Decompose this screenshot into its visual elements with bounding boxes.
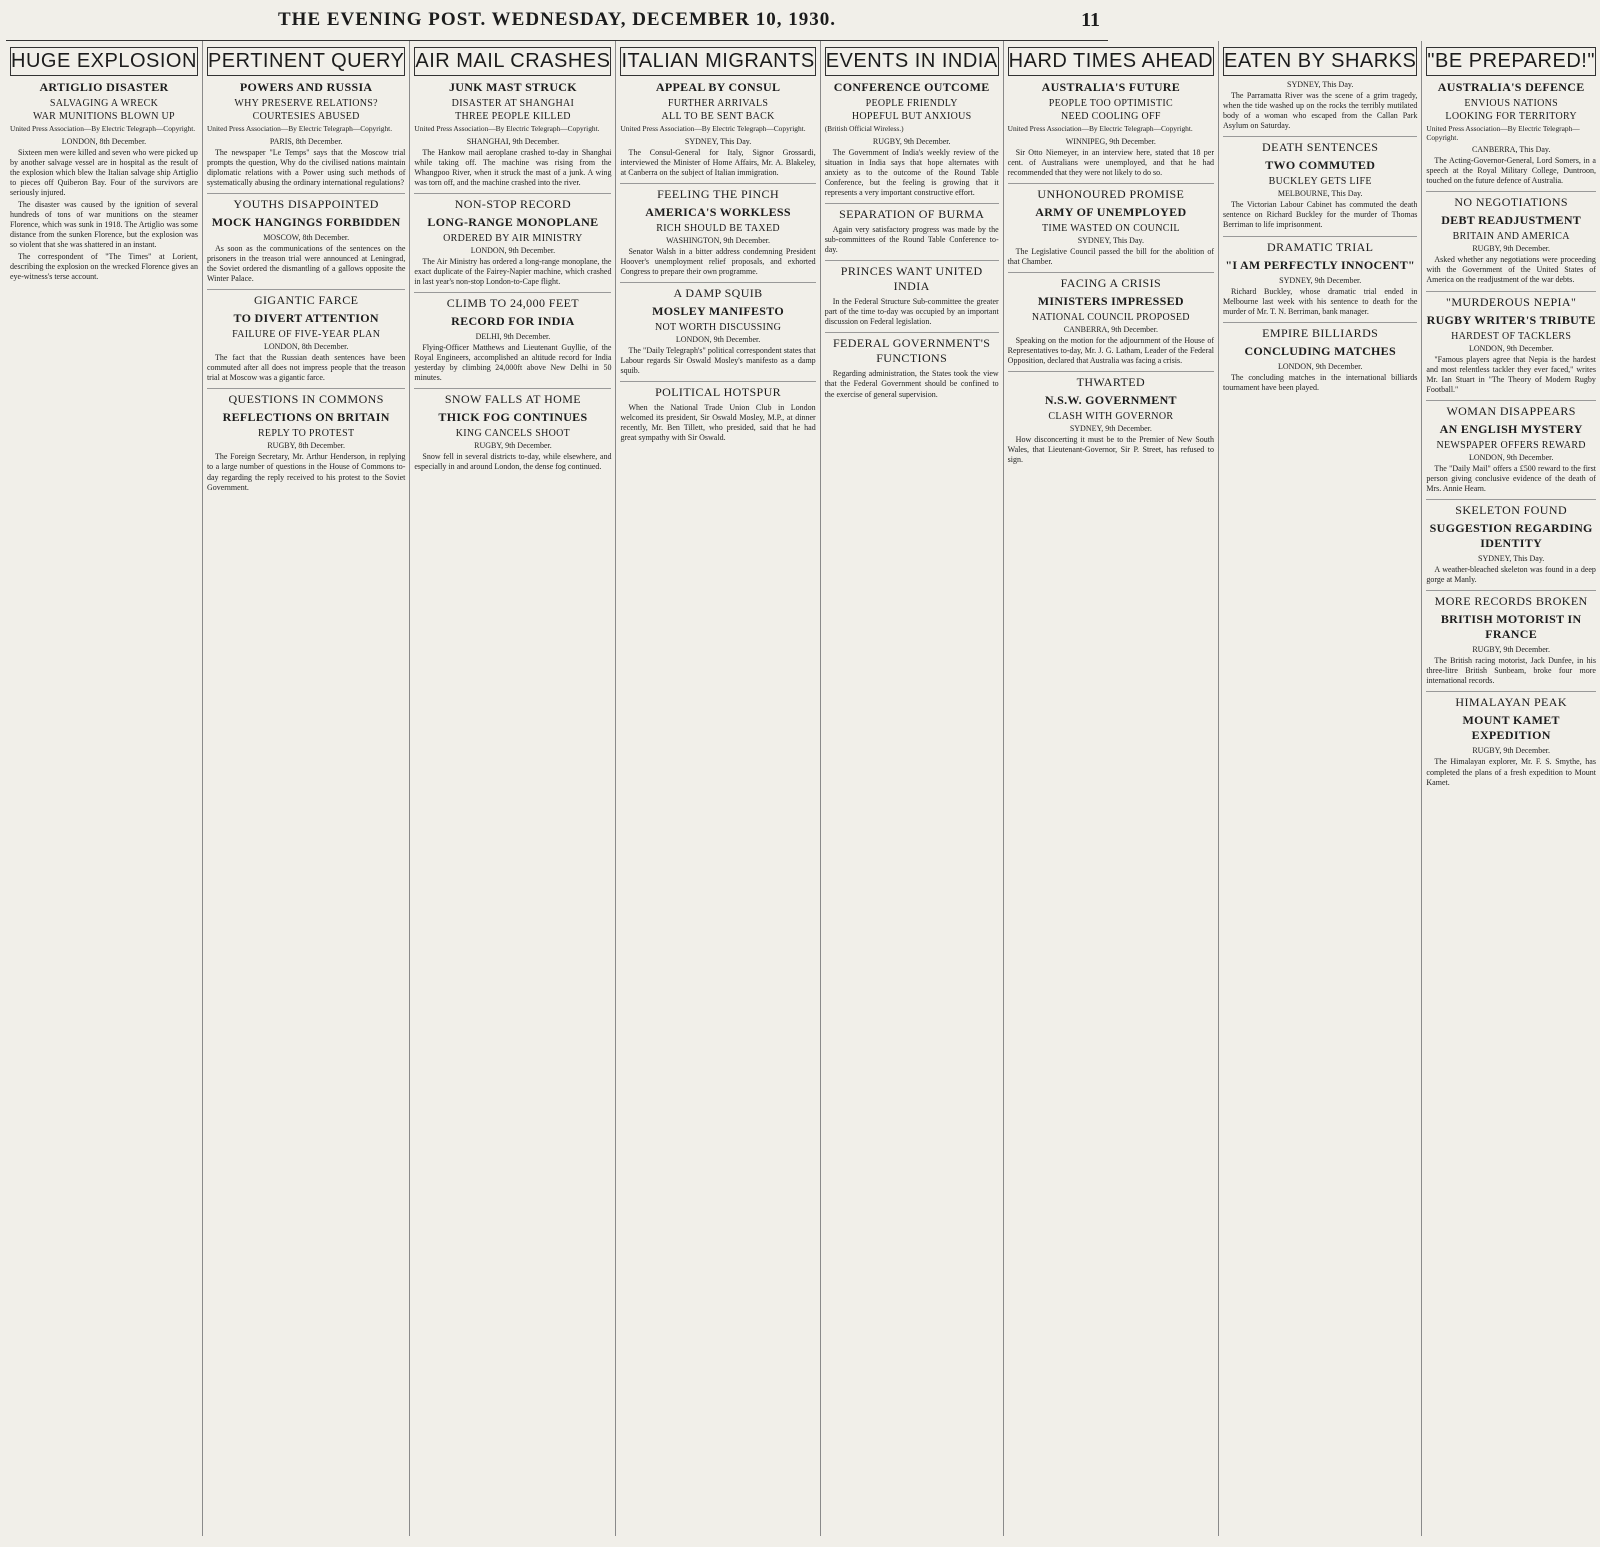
article-subhead: ENVIOUS NATIONS <box>1464 98 1558 109</box>
article-headline: AIR MAIL CRASHES <box>414 47 611 76</box>
article-subhead: "I AM PERFECTLY INNOCENT" <box>1225 257 1416 272</box>
article-credit: United Press Association—By Electric Telegraph—Copyright. <box>1007 124 1193 133</box>
article-headline: POLITICAL HOTSPUR <box>620 381 815 400</box>
article <box>1426 47 1596 186</box>
article-subhead: NATIONAL COUNCIL PROPOSED <box>1031 311 1190 323</box>
article-paragraph: Senator Walsh in a bitter address condemning President Hoover's unemployment relief proposals, and exhorted Congress to prepare their own programme. <box>620 246 816 276</box>
article-paragraph: As soon as the communications of the sentences on the prisoners in the treason trial were announced at Leningrad, the Soviet ordered the dismantling of a gallows opposite the Winter Palace. <box>206 243 406 284</box>
article-subhead: CLASH WITH GOVERNOR <box>1048 411 1174 423</box>
article-subhead: JUNK MAST STRUCK <box>448 80 577 94</box>
article-subhead: THICK FOG CONTINUES <box>438 410 588 425</box>
article-body <box>1426 156 1596 186</box>
article <box>825 203 999 255</box>
article-paragraph: The Victorian Labour Cabinet has commuted the death sentence on Richard Buckley for the murder of Thomas Berriman to life imprisonment. <box>1223 200 1418 230</box>
article-headline: NO NEGOTIATIONS <box>1426 191 1596 210</box>
article-headline: EATEN BY SHARKS <box>1223 47 1417 76</box>
article-headline: HUGE EXPLOSION <box>10 47 198 76</box>
article-dateline: DELHI, 9th December. <box>475 332 551 342</box>
article-subhead: HOPEFUL BUT ANXIOUS <box>851 111 972 122</box>
article-paragraph: The Government of India's weekly review of the situation in India says that hope alternates with anxiety as to the outcome of the Round Table Conference, but the feeling is growing that it represents a very important constructive effort. <box>824 147 999 197</box>
article-headline: HIMALAYAN PEAK <box>1426 691 1596 710</box>
article-dateline: WASHINGTON, 9th December. <box>666 235 770 245</box>
article-body <box>1426 656 1596 686</box>
article-subhead: KING CANCELS SHOOT <box>455 428 571 440</box>
article-paragraph: The disaster was caused by the ignition of several hundreds of tons of war munitions on the steamer Florence, which was sunk in 1918. The Artiglio was some distance from the sunken Florence, but the explosion was so violent that she was shattered in an instant. <box>10 199 198 250</box>
article-dateline: RUGBY, 9th December. <box>872 136 951 146</box>
article-headline: WOMAN DISAPPEARS <box>1426 400 1596 419</box>
article <box>825 332 999 399</box>
article-body <box>620 247 815 277</box>
article <box>825 47 999 198</box>
article-credit: United Press Association—By Electric Telegraph—Copyright. <box>10 124 196 133</box>
article-body <box>1223 373 1417 393</box>
article-paragraph: The "Daily Mail" offers a £500 reward to the first person giving conclusive evidence of the death of Mrs. Annie Hearn. <box>1426 463 1596 493</box>
article <box>1426 499 1596 585</box>
article-subhead: MINISTERS IMPRESSED <box>1037 293 1184 308</box>
article-body <box>1223 91 1417 131</box>
article-paragraph: The British racing motorist, Jack Dunfee, in his three-litre British Sunbeam, broke four more international records. <box>1426 656 1596 686</box>
article-body <box>1008 435 1214 465</box>
article-subhead: APPEAL BY CONSUL <box>655 80 781 94</box>
article-dateline: SYDNEY, 9th December. <box>1069 424 1152 434</box>
column-1 <box>6 41 203 1536</box>
article <box>1008 47 1214 178</box>
article-dateline: LONDON, 9th December. <box>470 245 556 255</box>
article-subhead: BRITAIN AND AMERICA <box>1452 231 1570 243</box>
article-body <box>620 148 815 178</box>
article-dateline: LONDON, 9th December. <box>1277 361 1363 371</box>
article <box>207 47 405 188</box>
article-subhead: ALL TO BE SENT BACK <box>661 111 775 122</box>
article-paragraph: When the National Trade Union Club in London welcomed its president, Sir Oswald Mosley, M.P., at dinner recently, Mr. Ben Tillett, who presided, said that he had great sympathy with Sir Oswald. <box>620 403 816 443</box>
article-dateline: RUGBY, 9th December. <box>474 441 552 451</box>
article <box>207 289 405 383</box>
article-subhead: WHY PRESERVE RELATIONS? <box>234 98 378 109</box>
article-dateline: RUGBY, 8th December. <box>267 441 345 451</box>
article-subhead: RUGBY WRITER'S TRIBUTE <box>1426 312 1596 327</box>
article-dateline: WINNIPEG, 9th December. <box>1065 136 1156 146</box>
article-subhead: THREE PEOPLE KILLED <box>455 111 571 122</box>
article-body <box>825 148 999 198</box>
article-headline: SNOW FALLS AT HOME <box>414 388 611 407</box>
article-subhead: REPLY TO PROTEST <box>257 428 355 440</box>
column-3 <box>410 41 616 1536</box>
article <box>1223 236 1417 317</box>
article-dateline: SYDNEY, This Day. <box>684 136 752 146</box>
article-paragraph: Flying-Officer Matthews and Lieutenant Guyllie, of the Royal Engineers, accomplished an altitude record for India yesterday by climbing 24,000ft above New Delhi in 50 minutes. <box>414 343 612 383</box>
page-number: 11 <box>1081 8 1100 31</box>
article-dateline: LONDON, 9th December. <box>1468 452 1554 462</box>
article-subhead: TIME WASTED ON COUNCIL <box>1041 222 1180 234</box>
article <box>1223 136 1417 230</box>
article-body <box>414 343 611 383</box>
article-subhead: ORDERED BY AIR MINISTRY <box>443 232 583 244</box>
article-subhead: BRITISH MOTORIST IN FRANCE <box>1440 612 1582 642</box>
article-headline: NON-STOP RECORD <box>414 193 611 212</box>
article-body <box>1426 464 1596 494</box>
article-headline: SEPARATION OF BURMA <box>825 203 999 222</box>
article-body <box>207 244 405 284</box>
article-subhead: RICH SHOULD BE TAXED <box>656 222 780 234</box>
article-headline: CLIMB TO 24,000 FEET <box>414 292 611 311</box>
article-dateline: LONDON, 9th December. <box>675 334 761 344</box>
article-subhead: MOCK HANGINGS FORBIDDEN <box>211 214 401 229</box>
article-paragraph: The Acting-Governor-General, Lord Somers, in a speech at the Royal Military College, Duntroon, touched on the future defence of Australia. <box>1426 156 1596 186</box>
article-body <box>1426 757 1596 787</box>
article-headline: THWARTED <box>1008 371 1214 390</box>
article <box>1008 183 1214 267</box>
article-body <box>10 148 198 283</box>
article-paragraph: Richard Buckley, whose dramatic trial ended in Melbourne last week with his sentence to death for the murder of Mr. T. N. Berriman, bank manager. <box>1223 286 1418 316</box>
article-subhead: AUSTRALIA'S DEFENCE <box>1437 80 1585 94</box>
article-body <box>825 225 999 255</box>
article-body <box>1426 565 1596 585</box>
article-subhead: LONG-RANGE MONOPLANE <box>427 214 599 229</box>
article-paragraph: The Legislative Council passed the bill for the abolition of that Chamber. <box>1007 246 1215 266</box>
article-body <box>1426 355 1596 395</box>
article-body <box>1223 200 1417 230</box>
article-headline: DEATH SENTENCES <box>1223 136 1417 155</box>
article-subhead: SUGGESTION REGARDING IDENTITY <box>1429 521 1593 551</box>
article-subhead: FURTHER ARRIVALS <box>667 98 769 109</box>
article-body <box>207 353 405 383</box>
article-body <box>1008 247 1214 267</box>
article-body <box>414 257 611 287</box>
article-subhead: RECORD FOR INDIA <box>451 314 575 329</box>
article-dateline: RUGBY, 9th December. <box>1472 645 1550 655</box>
article-subhead: SALVAGING A WRECK <box>49 98 159 109</box>
article-subhead: DISASTER AT SHANGHAI <box>451 98 575 109</box>
article-subhead: LOOKING FOR TERRITORY <box>1445 111 1577 122</box>
article-paragraph: The correspondent of "The Times" at Lorient, describing the explosion on the wrecked Florence gives an eye-witness's terse account. <box>10 252 198 282</box>
article-subhead: CONCLUDING MATCHES <box>1244 343 1396 358</box>
article-credit: (British Official Wireless.) <box>824 124 904 133</box>
article-subhead: CONFERENCE OUTCOME <box>833 80 990 94</box>
article <box>1223 47 1417 131</box>
article-dateline: CANBERRA, 9th December. <box>1063 324 1158 334</box>
article-subhead: AMERICA'S WORKLESS <box>645 204 791 219</box>
article-dateline: LONDON, 8th December. <box>61 136 147 146</box>
article <box>414 292 611 383</box>
article-paragraph: The Hankow mail aeroplane crashed to-day in Shanghai while taking off. The machine was rising from the Whangpoo River, when it struck the mast of a junk. A wing was torn off, and the machine crashed into the river. <box>414 147 612 187</box>
article-dateline: RUGBY, 9th December. <box>1472 746 1550 756</box>
article-body <box>1008 148 1214 178</box>
article-paragraph: In the Federal Structure Sub-committee the greater part of the time to-day was occupied by an important discussion on Federal legislation. <box>824 297 999 327</box>
article <box>620 381 815 443</box>
article-body <box>1223 287 1417 317</box>
article-body <box>620 403 815 443</box>
article-dateline: LONDON, 8th December. <box>263 342 349 352</box>
article-paragraph: Speaking on the motion for the adjournment of the House of Representatives to-day, Mr. J. G. Latham, Leader of the Federal Opposition, declared that Australia was facing a crisis. <box>1007 335 1215 366</box>
article-subhead: WAR MUNITIONS BLOWN UP <box>33 111 175 122</box>
article-body <box>414 148 611 188</box>
article-dateline: CANBERRA, This Day. <box>1471 145 1551 155</box>
article-paragraph: Again very satisfactory progress was made by the sub-committees of the Round Table Conference to-day. <box>824 224 999 255</box>
article-headline: PERTINENT QUERY <box>207 47 405 76</box>
article-subhead: AN ENGLISH MYSTERY <box>1439 421 1583 436</box>
article-paragraph: Asked whether any negotiations were proceeding with the Government of the United States of America on the readjustment of the war debts. <box>1426 255 1596 285</box>
article-paragraph: The Parramatta River was the scene of a grim tragedy, when the tide washed up on the rocks the terribly mutilated body of a woman who escaped from the Callan Park Asylum on Saturday. <box>1223 91 1418 131</box>
article <box>1008 371 1214 465</box>
article-headline: QUESTIONS IN COMMONS <box>207 388 405 407</box>
article-subhead: NEWSPAPER OFFERS REWARD <box>1436 439 1586 451</box>
article-paragraph: The concluding matches in the international billiards tournament have been played. <box>1223 372 1418 392</box>
article-body <box>414 452 611 472</box>
masthead-title: THE EVENING POST. WEDNESDAY, DECEMBER 10, 1930. <box>278 9 836 30</box>
article-subhead: HARDEST OF TACKLERS <box>1451 330 1572 342</box>
article <box>207 388 405 492</box>
article-paragraph: Regarding administration, the States took the view that the Federal Government should be confined to the exercise of general supervision. <box>824 369 999 399</box>
article-body <box>207 452 405 492</box>
article <box>414 193 611 287</box>
article <box>1008 272 1214 366</box>
article-subhead: TO DIVERT ATTENTION <box>233 311 379 326</box>
article-dateline: SYDNEY, This Day. <box>1287 80 1354 89</box>
article-headline: FACING A CRISIS <box>1008 272 1214 291</box>
article-paragraph: Snow fell in several districts to-day, while elsewhere, and especially in and around London, the dense fog continued. <box>414 452 612 472</box>
article-paragraph: A weather-bleached skeleton was found in a deep gorge at Manly. <box>1426 565 1596 585</box>
article-headline: EVENTS IN INDIA <box>825 47 999 76</box>
article-subhead: COURTESIES ABUSED <box>252 111 360 122</box>
article-body <box>825 369 999 399</box>
article-subhead: MOUNT KAMET EXPEDITION <box>1462 713 1560 743</box>
article-paragraph: The Foreign Secretary, Mr. Arthur Henderson, in replying to a large number of questions in the House of Commons to-day regarding the reply received to his protest to the Soviet Government. <box>206 452 406 492</box>
article-paragraph: The Consul-General for Italy, Signor Grossardi, interviewed the Minister of Home Affairs, Mr. A. Blakeley, at Canberra on the subject of Italian immigration. <box>620 147 816 177</box>
article <box>1426 191 1596 285</box>
article-headline: MORE RECORDS BROKEN <box>1426 590 1596 609</box>
article-subhead: NOT WORTH DISCUSSING <box>655 321 782 333</box>
article-body <box>620 346 815 376</box>
article-paragraph: The "Daily Telegraph's" political correspondent states that Labour regards Sir Oswald Mosley's manifesto as a damp squib. <box>620 345 816 376</box>
article-credit: United Press Association—By Electric Telegraph—Copyright. <box>620 124 806 133</box>
article-subhead: POWERS AND RUSSIA <box>239 80 373 94</box>
article-paragraph: "Famous players agree that Nepia is the hardest and most relentless tackler they ever faced," writes Mr. Ian Stuart in "The Theory of Modern Rugby Football." <box>1426 354 1596 394</box>
article <box>10 47 198 283</box>
article-dateline: LONDON, 9th December. <box>1468 343 1554 353</box>
article <box>414 47 611 188</box>
article-headline: FEELING THE PINCH <box>620 183 815 202</box>
article-credit: United Press Association—By Electric Telegraph—Copyright. <box>206 124 393 133</box>
article-subhead: FAILURE OF FIVE-YEAR PLAN <box>232 329 381 341</box>
article-headline: SKELETON FOUND <box>1426 499 1596 518</box>
article-credit: United Press Association—By Electric Telegraph—Copyright. <box>414 124 600 133</box>
article <box>207 193 405 284</box>
column-7 <box>1219 41 1422 1536</box>
article-headline: EMPIRE BILLIARDS <box>1223 322 1417 341</box>
article-dateline: SYDNEY, This Day. <box>1478 554 1545 564</box>
article-paragraph: The newspaper "Le Temps" says that the Moscow trial prompts the question, Why do the civilised nations maintain diplomatic relations with a Power using such methods of systematically abusing the ordinary international regulations? <box>206 147 406 187</box>
columns <box>6 41 1596 1536</box>
article <box>1426 291 1596 395</box>
article-headline: GIGANTIC FARCE <box>207 289 405 308</box>
article-headline: DRAMATIC TRIAL <box>1223 236 1417 255</box>
article-subhead: MOSLEY MANIFESTO <box>652 303 784 318</box>
article-headline: PRINCES WANT UNITED INDIA <box>825 260 999 294</box>
article-dateline: SYDNEY, This Day. <box>1077 235 1144 245</box>
article-subhead: ARTIGLIO DISASTER <box>39 80 169 94</box>
article-body <box>1008 336 1214 366</box>
article-dateline: SYDNEY, 9th December. <box>1279 275 1362 285</box>
article-subhead: BUCKLEY GETS LIFE <box>1268 176 1372 188</box>
article-subhead: ARMY OF UNEMPLOYED <box>1035 204 1187 219</box>
article-paragraph: The fact that the Russian death sentences have been commuted after all does not impress people that the treason trial at Moscow was a gigantic farce. <box>206 353 406 383</box>
article-subhead: N.S.W. GOVERNMENT <box>1044 393 1177 408</box>
article-body <box>1426 255 1596 285</box>
article-headline: FEDERAL GOVERNMENT'S FUNCTIONS <box>825 332 999 366</box>
article-body <box>207 148 405 188</box>
article-subhead: REFLECTIONS ON BRITAIN <box>222 410 390 425</box>
article-paragraph: How disconcerting it must be to the Premier of New South Wales, that Lieutenant-Governor, Sir P. Street, has refused to sign. <box>1007 435 1215 465</box>
article-headline: "BE PREPARED!" <box>1426 47 1596 76</box>
article <box>1223 322 1417 393</box>
masthead <box>6 0 1108 41</box>
article-headline: ITALIAN MIGRANTS <box>620 47 815 76</box>
article-subhead: AUSTRALIA'S FUTURE <box>1041 80 1181 94</box>
article-headline: A DAMP SQUIB <box>620 282 815 301</box>
column-6 <box>1004 41 1219 1536</box>
article <box>1426 590 1596 686</box>
article <box>1426 400 1596 494</box>
article-subhead: DEBT READJUSTMENT <box>1441 213 1582 228</box>
article-paragraph: The Air Ministry has ordered a long-range monoplane, the exact duplicate of the Fairey-Napier machine, which crashed in last year's non-stop London-to-Cape flight. <box>414 256 612 286</box>
article-headline: "MURDEROUS NEPIA" <box>1426 291 1596 310</box>
column-5 <box>821 41 1004 1536</box>
article-subhead: PEOPLE FRIENDLY <box>865 98 958 109</box>
article-paragraph: Sir Otto Niemeyer, in an interview here, stated that 18 per cent. of Australians were unemployed, and that he had recommended that they were not likely to do so. <box>1007 147 1215 177</box>
article-paragraph: The Himalayan explorer, Mr. F. S. Smythe, has completed the plans of a fresh expedition to Mount Kamet. <box>1426 757 1596 787</box>
column-8 <box>1422 41 1600 1536</box>
article <box>620 282 815 376</box>
article-subhead: NEED COOLING OFF <box>1060 111 1161 122</box>
article-paragraph: Sixteen men were killed and seven who were picked up by another salvage vessel are in hospital as the result of the explosion which blew the Italian salvage ship Artiglio to pieces off Quiberon Bay. Four of the survivors are seriously injured. <box>10 147 198 197</box>
article-subhead: PEOPLE TOO OPTIMISTIC <box>1048 98 1173 109</box>
article <box>620 183 815 277</box>
article-credit: United Press Association—By Electric Telegraph—Copyright. <box>1426 124 1580 142</box>
article-headline: UNHONOURED PROMISE <box>1008 183 1214 202</box>
article <box>414 388 611 472</box>
article-dateline: PARIS, 8th December. <box>269 136 343 146</box>
article-headline: YOUTHS DISAPPOINTED <box>207 193 405 212</box>
column-2 <box>203 41 410 1536</box>
article-subhead: TWO COMMUTED <box>1265 158 1376 173</box>
article <box>825 260 999 327</box>
article-dateline: RUGBY, 9th December. <box>1472 244 1550 254</box>
article <box>1426 691 1596 787</box>
article-dateline: MOSCOW, 8th December. <box>263 232 350 242</box>
article <box>620 47 815 178</box>
article-headline: HARD TIMES AHEAD <box>1008 47 1214 76</box>
article-dateline: SHANGHAI, 9th December. <box>466 136 560 146</box>
article-dateline: MELBOURNE, This Day. <box>1277 189 1363 199</box>
column-4 <box>616 41 820 1536</box>
article-body <box>825 297 999 327</box>
